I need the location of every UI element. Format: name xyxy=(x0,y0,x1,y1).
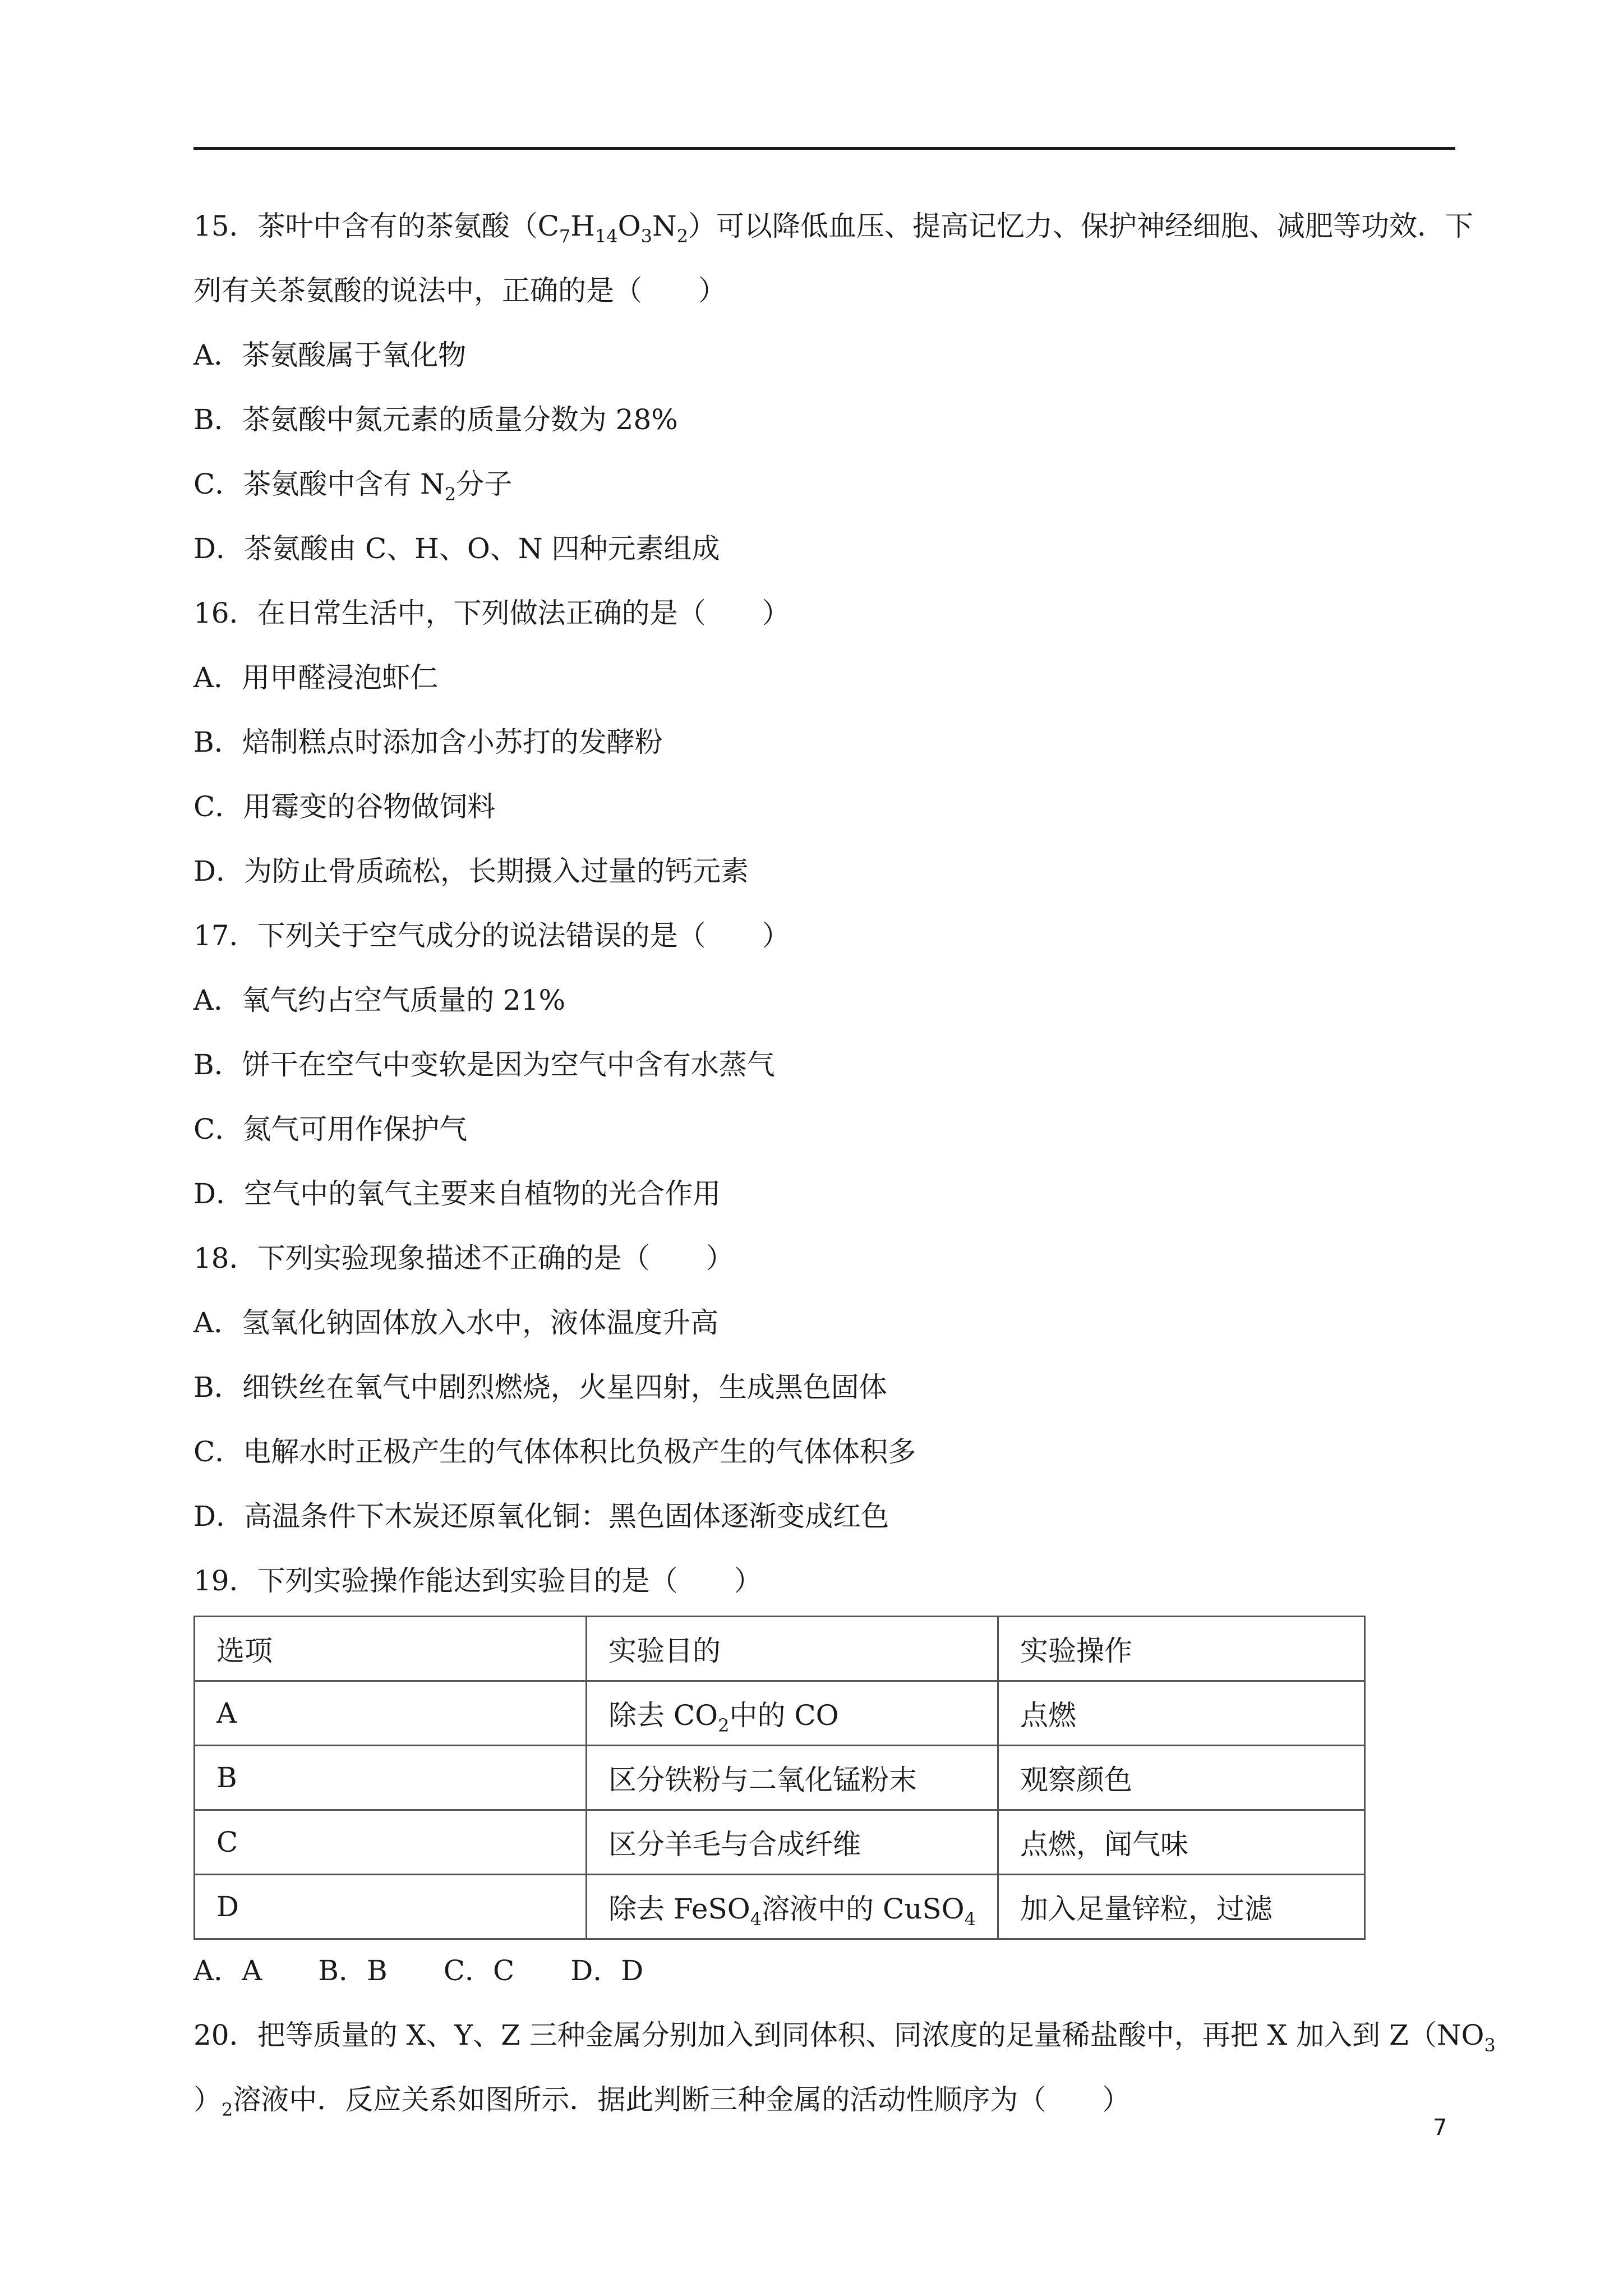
table-cell-option: D xyxy=(195,1875,587,1939)
table-cell-operation: 观察颜色 xyxy=(998,1746,1365,1810)
q17-option-a: A．氧气约占空气质量的 21% xyxy=(193,984,566,1016)
q19-answer-options: A．A B．B C．C D．D xyxy=(193,1954,644,1987)
q15-stem-line2: 列有关茶氨酸的说法中，正确的是（ ） xyxy=(193,274,726,307)
q18-stem: 18．下列实验现象描述不正确的是（ ） xyxy=(193,1242,734,1274)
q17-option-b: B．饼干在空气中变软是因为空气中含有水蒸气 xyxy=(193,1048,775,1081)
q18-option-b: B．细铁丝在氧气中剧烈燃烧，火星四射，生成黑色固体 xyxy=(193,1371,887,1404)
q15-option-a: A．茶氨酸属于氧化物 xyxy=(193,339,467,371)
table-cell-operation: 加入足量锌粒，过滤 xyxy=(998,1875,1365,1939)
q20-stem: 20．把等质量的 X、Y、Z 三种金属分别加入到同体积、同浓度的足量稀盐酸中，再把 X 加入到 $Z(NO_3$ xyxy=(193,2019,1496,2056)
table-header-cell: 实验目的 xyxy=(587,1617,998,1681)
q18-option-c: C．电解水时正极产生的气体体积比负极产生的气体体积多 xyxy=(193,1435,916,1468)
q16-option-b: B．焙制糕点时添加含小苏打的发酵粉 xyxy=(193,726,663,758)
table-cell-goal: 区分铁粉与二氧化锰粉末 xyxy=(587,1746,998,1810)
q16-option-a: A．用甲醛浸泡虾仁 xyxy=(193,661,439,694)
q18-option-d: D．高温条件下木炭还原氧化铜：黑色固体逐渐变成红色 xyxy=(193,1500,889,1533)
table-row xyxy=(195,1746,1365,1810)
q16-stem: 16．在日常生活中，下列做法正确的是（ ） xyxy=(193,597,790,629)
table-cell-option: C xyxy=(195,1810,587,1875)
table-cell-goal: 除去 $CO_2$中的 CO xyxy=(587,1681,998,1746)
q15-option-c: C．茶氨酸中含有 $N_2$分子 xyxy=(193,468,513,505)
table-cell-operation: 点燃，闻气味 xyxy=(998,1810,1365,1875)
table-cell-goal: 除去 FeSO$_4$溶液中的 CuSO$_4$ xyxy=(587,1875,998,1939)
table-cell-option: B xyxy=(195,1746,587,1810)
table-cell-option: A xyxy=(195,1681,587,1746)
table-cell-goal: 区分羊毛与合成纤维 xyxy=(587,1810,998,1875)
table-header-row xyxy=(195,1617,1365,1681)
q19-options-table xyxy=(193,1616,1366,1940)
q17-option-c: C．氮气可用作保护气 xyxy=(193,1113,468,1145)
table-cell-operation: 点燃 xyxy=(998,1681,1365,1746)
q15-stem: 15．茶叶中含有的茶氨酸$(C_7H_{14}O_3N_2)$可以降低血压、提高记忆力、保护神经细胞、减肥等功效．下 xyxy=(193,210,1474,247)
q19-stem: 19．下列实验操作能达到实验目的是（ ） xyxy=(193,1565,762,1597)
page-number: 7 xyxy=(1433,2115,1447,2141)
q15-option-b: B．茶氨酸中氮元素的质量分数为 28% xyxy=(193,403,678,436)
q17-stem: 17．下列关于空气成分的说法错误的是（ ） xyxy=(193,919,790,952)
q20-stem-line2: ）$_2$溶液中．反应关系如图所示．据此判断三种金属的活动性顺序为（ ） xyxy=(193,2083,1131,2120)
table-row xyxy=(195,1681,1365,1746)
q15-option-d: D．茶氨酸由 C、H、O、N 四种元素组成 xyxy=(193,532,720,565)
table-row xyxy=(195,1875,1365,1939)
table-header-cell: 选项 xyxy=(195,1617,587,1681)
q17-option-d: D．空气中的氧气主要来自植物的光合作用 xyxy=(193,1177,721,1210)
header-rule xyxy=(193,147,1455,150)
table-header-cell: 实验操作 xyxy=(998,1617,1365,1681)
q16-option-d: D．为防止骨质疏松，长期摄入过量的钙元素 xyxy=(193,855,749,887)
q16-option-c: C．用霉变的谷物做饲料 xyxy=(193,790,496,823)
table-row xyxy=(195,1810,1365,1875)
q18-option-a: A．氢氧化钠固体放入水中，液体温度升高 xyxy=(193,1306,719,1339)
